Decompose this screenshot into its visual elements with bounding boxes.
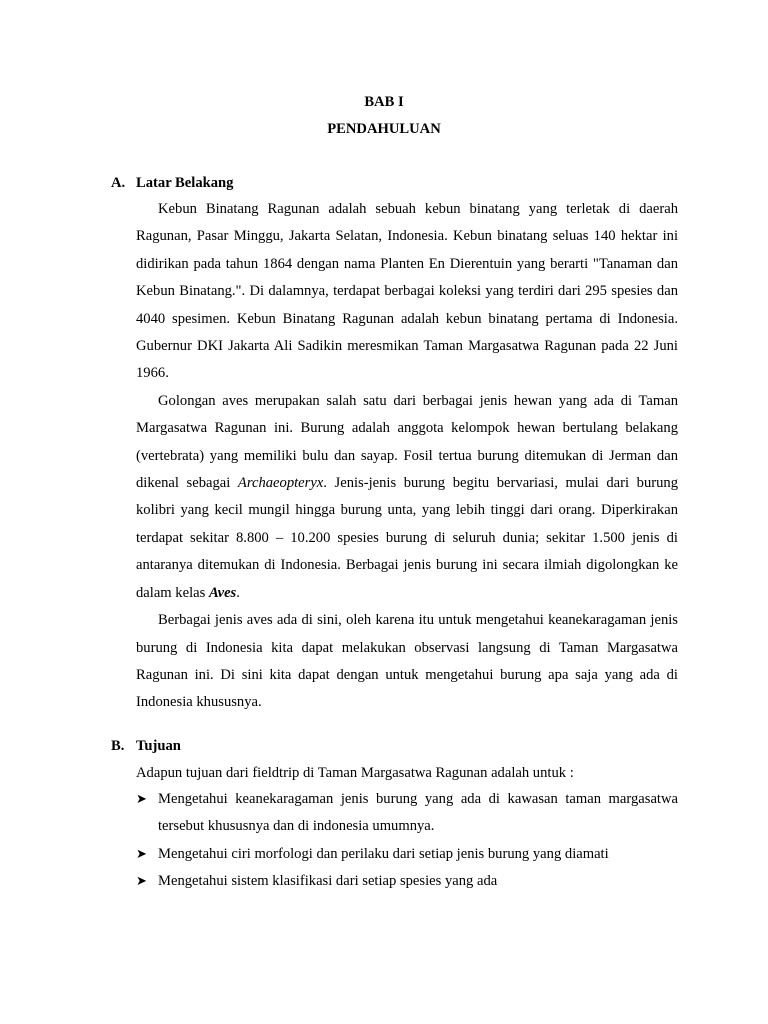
list-item-text: Mengetahui ciri morfologi dan perilaku dari setiap jenis burung yang diamati xyxy=(158,845,609,862)
paragraph-2-text-a: Golongan aves merupakan salah satu dari berbagai jenis hewan yang ada di Taman Margasatwa Ragunan ini. Burung adalah anggota kelompok hewan bertulang belakang (vertebrata) yang memiliki bulu dan sayap. Fosil tertua burung ditemukan di Jerman dan dikenal sebagai xyxy=(136,392,678,492)
paragraph-2 xyxy=(136,388,678,607)
paragraph-2-text-c: . xyxy=(236,584,240,601)
section-b-letter: B. xyxy=(111,738,125,754)
section-b-intro-text: Adapun tujuan dari fieldtrip di Taman Margasatwa Ragunan adalah untuk : xyxy=(136,765,574,781)
list-item xyxy=(136,786,678,841)
paragraph-2-italic-term: Archaeopteryx xyxy=(237,475,324,492)
list-item xyxy=(136,841,678,868)
list-item-text: Mengetahui sistem klasifikasi dari setiap spesies yang ada xyxy=(158,873,498,890)
section-a-heading xyxy=(111,174,233,192)
paragraph-1: Kebun Binatang Ragunan adalah sebuah kebun binatang yang terletak di daerah Ragunan, Pasar Minggu, Jakarta Selatan, Indonesia. Kebun binatang seluas 140 hektar ini didirikan pada tahun 1864 dengan nama Planten En Dierentuin yang berarti "Tanaman dan Kebun Binatang.". Di dalamnya, terdapat berbagai koleksi yang terdiri dari 295 spesies dan 4040 spesimen. Kebun Binatang Ragunan adalah kebun binatang pertama di Indonesia. Gubernur DKI Jakarta Ali Sadikin meresmikan Taman Margasatwa Ragunan pada 22 Juni 1966. xyxy=(136,201,678,382)
arrow-right-icon: ➤ xyxy=(136,792,147,807)
section-a-title: Latar Belakang xyxy=(136,175,234,191)
paragraph-3: Berbagai jenis aves ada di sini, oleh karena itu untuk mengetahui keanekaragaman jenis burung di Indonesia kita dapat melakukan observasi langsung di Taman Margasatwa Ragunan ini. Di sini kita dapat dengan untuk mengetahui burung apa saja yang ada di Indonesia khususnya. xyxy=(136,612,678,711)
arrow-right-icon: ➤ xyxy=(136,846,147,862)
chapter-title: PENDAHULUAN xyxy=(327,121,441,137)
section-a-body xyxy=(136,196,678,717)
paragraph-2-text-b: . Jenis-jenis burung begitu bervariasi, mulai dari burung kolibri yang kecil mungil hingga burung unta, yang lebih tinggi dari orang. Diperkirakan terdapat sekitar 8.800 – 10.200 spesies burung di seluruh dunia; sekitar 1.500 jenis di antaranya ditemukan di Indonesia. Berbagai jenis burung ini secara ilmiah digolongkan ke dalam kelas xyxy=(136,475,679,601)
section-a-letter: A. xyxy=(111,175,126,191)
section-b-heading xyxy=(111,737,181,755)
arrow-right-icon: ➤ xyxy=(136,874,147,890)
list-item xyxy=(136,868,678,895)
section-b-intro xyxy=(136,760,678,787)
chapter-number: BAB I xyxy=(364,94,404,110)
section-b-title: Tujuan xyxy=(136,738,181,754)
list-item-text: Mengetahui keanekaragaman jenis burung yang ada di kawasan taman margasatwa tersebut khususnya dan di indonesia umumnya. xyxy=(158,791,678,835)
objectives-list xyxy=(136,786,678,896)
paragraph-2-bold-term: Aves xyxy=(208,584,237,601)
